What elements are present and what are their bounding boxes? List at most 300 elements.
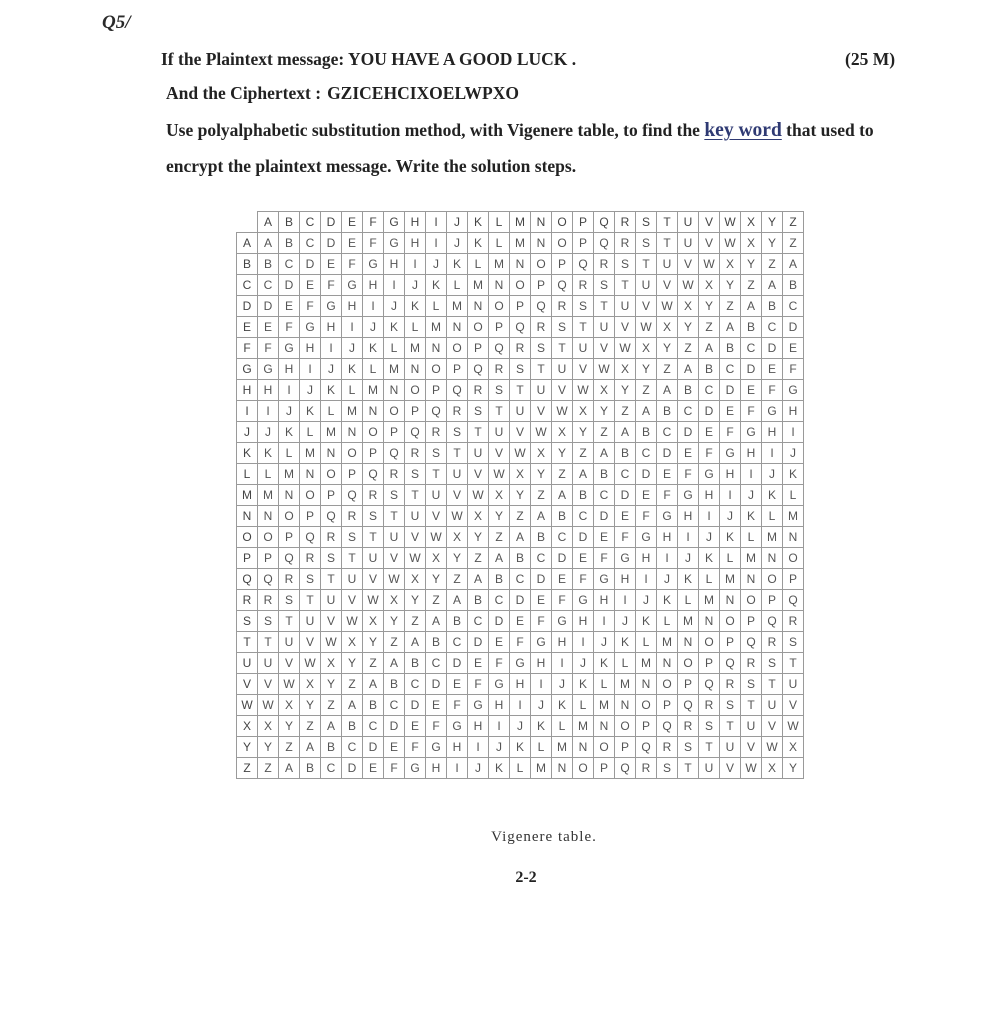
- table-cell: S: [552, 317, 573, 338]
- table-cell: H: [531, 653, 552, 674]
- table-cell: R: [468, 380, 489, 401]
- table-cell: I: [489, 716, 510, 737]
- table-cell: D: [762, 338, 783, 359]
- table-cell: I: [699, 506, 720, 527]
- table-cell: U: [447, 464, 468, 485]
- table-cell: K: [552, 695, 573, 716]
- column-header-l: L: [489, 212, 510, 233]
- table-cell: J: [405, 275, 426, 296]
- table-cell: A: [741, 296, 762, 317]
- table-cell: E: [468, 653, 489, 674]
- table-cell: V: [615, 317, 636, 338]
- table-cell: K: [363, 338, 384, 359]
- table-cell: J: [783, 443, 804, 464]
- table-cell: M: [468, 275, 489, 296]
- table-cell: N: [594, 716, 615, 737]
- column-header-f: F: [363, 212, 384, 233]
- table-cell: T: [300, 590, 321, 611]
- table-cell: O: [405, 380, 426, 401]
- table-cell: E: [258, 317, 279, 338]
- table-cell: A: [657, 380, 678, 401]
- table-row: [237, 527, 804, 548]
- table-cell: E: [384, 737, 405, 758]
- table-cell: B: [342, 716, 363, 737]
- table-cell: B: [300, 758, 321, 779]
- table-cell: I: [783, 422, 804, 443]
- table-cell: R: [279, 569, 300, 590]
- row-header-w: W: [237, 695, 258, 716]
- table-cell: N: [447, 317, 468, 338]
- marks-label: (25 M): [845, 49, 896, 69]
- table-cell: V: [699, 233, 720, 254]
- table-cell: L: [426, 296, 447, 317]
- table-cell: R: [783, 611, 804, 632]
- table-cell: Q: [489, 338, 510, 359]
- table-cell: F: [342, 254, 363, 275]
- table-cell: N: [405, 359, 426, 380]
- table-cell: P: [510, 296, 531, 317]
- table-cell: H: [699, 485, 720, 506]
- table-cell: W: [741, 758, 762, 779]
- column-header-w: W: [720, 212, 741, 233]
- table-cell: K: [783, 464, 804, 485]
- table-cell: S: [594, 275, 615, 296]
- table-cell: T: [342, 548, 363, 569]
- table-cell: O: [510, 275, 531, 296]
- table-cell: G: [384, 233, 405, 254]
- table-cell: G: [447, 716, 468, 737]
- table-cell: W: [468, 485, 489, 506]
- table-cell: N: [573, 737, 594, 758]
- table-row: [237, 233, 804, 254]
- table-cell: V: [342, 590, 363, 611]
- table-cell: O: [447, 338, 468, 359]
- table-cell: F: [468, 674, 489, 695]
- table-cell: J: [279, 401, 300, 422]
- table-cell: X: [300, 674, 321, 695]
- table-cell: Z: [657, 359, 678, 380]
- table-cell: K: [636, 611, 657, 632]
- table-cell: G: [510, 653, 531, 674]
- table-cell: Z: [783, 233, 804, 254]
- table-cell: V: [573, 359, 594, 380]
- table-cell: F: [279, 317, 300, 338]
- table-cell: V: [258, 674, 279, 695]
- column-header-j: J: [447, 212, 468, 233]
- table-cell: S: [615, 254, 636, 275]
- table-cell: O: [489, 296, 510, 317]
- table-cell: A: [636, 401, 657, 422]
- table-cell: N: [531, 233, 552, 254]
- table-cell: T: [636, 254, 657, 275]
- table-row: [237, 632, 804, 653]
- table-cell: O: [279, 506, 300, 527]
- table-cell: Y: [363, 632, 384, 653]
- table-cell: R: [258, 590, 279, 611]
- table-cell: R: [531, 317, 552, 338]
- table-cell: G: [468, 695, 489, 716]
- table-cell: Q: [279, 548, 300, 569]
- table-cell: W: [321, 632, 342, 653]
- table-cell: L: [279, 443, 300, 464]
- table-cell: Y: [741, 254, 762, 275]
- row-header-m: M: [237, 485, 258, 506]
- table-cell: P: [321, 485, 342, 506]
- table-cell: C: [699, 380, 720, 401]
- table-cell: E: [573, 548, 594, 569]
- table-cell: W: [363, 590, 384, 611]
- table-cell: F: [615, 527, 636, 548]
- row-header-t: T: [237, 632, 258, 653]
- row-header-x: X: [237, 716, 258, 737]
- table-cell: I: [741, 464, 762, 485]
- table-cell: G: [783, 380, 804, 401]
- table-cell: T: [447, 443, 468, 464]
- table-cell: A: [531, 506, 552, 527]
- table-cell: H: [783, 401, 804, 422]
- table-cell: E: [615, 506, 636, 527]
- table-cell: C: [678, 401, 699, 422]
- table-cell: Y: [615, 380, 636, 401]
- table-cell: A: [762, 275, 783, 296]
- table-cell: W: [720, 233, 741, 254]
- table-cell: U: [636, 275, 657, 296]
- table-cell: F: [258, 338, 279, 359]
- table-cell: F: [741, 401, 762, 422]
- table-cell: G: [531, 632, 552, 653]
- table-cell: P: [720, 632, 741, 653]
- table-cell: M: [573, 716, 594, 737]
- table-row: [237, 674, 804, 695]
- table-cell: A: [783, 254, 804, 275]
- table-cell: H: [342, 296, 363, 317]
- table-cell: X: [321, 653, 342, 674]
- table-cell: C: [552, 527, 573, 548]
- table-cell: Q: [510, 317, 531, 338]
- table-cell: O: [783, 548, 804, 569]
- table-row: [237, 464, 804, 485]
- table-cell: B: [657, 401, 678, 422]
- table-cell: X: [342, 632, 363, 653]
- table-caption: Vigenere table.: [491, 829, 597, 845]
- table-cell: V: [741, 737, 762, 758]
- table-cell: J: [699, 527, 720, 548]
- table-cell: S: [636, 233, 657, 254]
- table-cell: J: [510, 716, 531, 737]
- table-cell: Z: [384, 632, 405, 653]
- table-cell: V: [468, 464, 489, 485]
- table-cell: P: [384, 422, 405, 443]
- row-header-i: I: [237, 401, 258, 422]
- table-cell: O: [615, 716, 636, 737]
- table-cell: U: [720, 737, 741, 758]
- table-cell: A: [405, 632, 426, 653]
- table-row: [237, 653, 804, 674]
- table-cell: X: [531, 443, 552, 464]
- table-cell: B: [741, 317, 762, 338]
- table-cell: V: [657, 275, 678, 296]
- table-cell: B: [573, 485, 594, 506]
- table-cell: E: [678, 443, 699, 464]
- column-header-u: U: [678, 212, 699, 233]
- column-header-t: T: [657, 212, 678, 233]
- row-header-p: P: [237, 548, 258, 569]
- table-cell: J: [489, 737, 510, 758]
- table-cell: K: [741, 506, 762, 527]
- table-cell: K: [699, 548, 720, 569]
- table-cell: Q: [699, 674, 720, 695]
- table-cell: W: [762, 737, 783, 758]
- table-cell: E: [741, 380, 762, 401]
- table-cell: V: [447, 485, 468, 506]
- table-cell: X: [447, 527, 468, 548]
- table-cell: F: [783, 359, 804, 380]
- table-cell: U: [405, 506, 426, 527]
- table-cell: I: [363, 296, 384, 317]
- table-cell: W: [657, 296, 678, 317]
- table-cell: C: [405, 674, 426, 695]
- table-cell: A: [321, 716, 342, 737]
- table-cell: Y: [720, 275, 741, 296]
- table-cell: X: [489, 485, 510, 506]
- table-cell: W: [531, 422, 552, 443]
- table-cell: B: [678, 380, 699, 401]
- table-cell: Y: [279, 716, 300, 737]
- table-cell: U: [258, 653, 279, 674]
- table-cell: Q: [573, 254, 594, 275]
- table-cell: G: [363, 254, 384, 275]
- table-cell: Y: [510, 485, 531, 506]
- table-cell: S: [531, 338, 552, 359]
- table-cell: U: [384, 527, 405, 548]
- table-cell: Y: [783, 758, 804, 779]
- instruction-line-2: encrypt the plaintext message. Write the solution steps.: [166, 156, 577, 176]
- table-cell: Z: [636, 380, 657, 401]
- table-cell: Q: [783, 590, 804, 611]
- table-cell: A: [384, 653, 405, 674]
- table-cell: I: [594, 611, 615, 632]
- table-cell: J: [321, 359, 342, 380]
- table-cell: Z: [552, 464, 573, 485]
- table-header-row: [237, 212, 804, 233]
- table-cell: V: [531, 401, 552, 422]
- table-cell: B: [510, 548, 531, 569]
- table-cell: P: [447, 359, 468, 380]
- table-cell: W: [510, 443, 531, 464]
- table-cell: I: [447, 758, 468, 779]
- table-cell: Z: [741, 275, 762, 296]
- table-cell: E: [363, 758, 384, 779]
- instruction-text-start: Use polyalphabetic substitution method, with Vigenere table, to find the: [166, 120, 700, 140]
- table-cell: U: [573, 338, 594, 359]
- table-cell: I: [279, 380, 300, 401]
- table-cell: A: [552, 485, 573, 506]
- table-cell: O: [720, 611, 741, 632]
- table-cell: D: [636, 464, 657, 485]
- table-cell: G: [657, 506, 678, 527]
- table-cell: T: [783, 653, 804, 674]
- table-cell: N: [426, 338, 447, 359]
- table-cell: L: [552, 716, 573, 737]
- row-header-e: E: [237, 317, 258, 338]
- table-cell: R: [615, 233, 636, 254]
- table-cell: A: [300, 737, 321, 758]
- table-row: [237, 695, 804, 716]
- table-cell: D: [447, 653, 468, 674]
- table-cell: I: [720, 485, 741, 506]
- table-cell: R: [573, 275, 594, 296]
- table-cell: B: [762, 296, 783, 317]
- table-cell: V: [384, 548, 405, 569]
- row-header-g: G: [237, 359, 258, 380]
- instruction-line: [166, 120, 874, 142]
- table-cell: G: [342, 275, 363, 296]
- table-row: [237, 590, 804, 611]
- table-cell: K: [279, 422, 300, 443]
- table-cell: T: [762, 674, 783, 695]
- row-header-a: A: [237, 233, 258, 254]
- table-cell: T: [405, 485, 426, 506]
- table-cell: A: [342, 695, 363, 716]
- instruction-text-end: that used to: [786, 120, 874, 140]
- table-cell: S: [258, 611, 279, 632]
- table-cell: D: [426, 674, 447, 695]
- table-cell: H: [573, 611, 594, 632]
- table-cell: Y: [426, 569, 447, 590]
- table-cell: F: [384, 758, 405, 779]
- table-cell: Q: [384, 443, 405, 464]
- table-cell: Z: [720, 296, 741, 317]
- table-row: [237, 443, 804, 464]
- table-cell: T: [426, 464, 447, 485]
- table-cell: E: [321, 254, 342, 275]
- table-cell: C: [783, 296, 804, 317]
- table-cell: H: [489, 695, 510, 716]
- table-cell: K: [405, 296, 426, 317]
- table-cell: X: [468, 506, 489, 527]
- table-cell: P: [783, 569, 804, 590]
- table-cell: R: [447, 401, 468, 422]
- table-cell: N: [468, 296, 489, 317]
- table-cell: J: [258, 422, 279, 443]
- table-cell: M: [762, 527, 783, 548]
- table-cell: L: [594, 674, 615, 695]
- table-cell: A: [468, 569, 489, 590]
- table-cell: D: [552, 548, 573, 569]
- table-cell: I: [531, 674, 552, 695]
- table-cell: G: [573, 590, 594, 611]
- column-header-r: R: [615, 212, 636, 233]
- column-header-k: K: [468, 212, 489, 233]
- table-cell: Q: [300, 527, 321, 548]
- table-cell: Z: [342, 674, 363, 695]
- table-cell: S: [384, 485, 405, 506]
- table-cell: N: [783, 527, 804, 548]
- table-cell: X: [594, 380, 615, 401]
- table-cell: X: [405, 569, 426, 590]
- table-cell: K: [321, 380, 342, 401]
- table-cell: E: [720, 401, 741, 422]
- table-cell: L: [405, 317, 426, 338]
- table-cell: M: [300, 443, 321, 464]
- table-cell: Y: [636, 359, 657, 380]
- row-header-r: R: [237, 590, 258, 611]
- table-cell: D: [279, 275, 300, 296]
- table-cell: P: [762, 590, 783, 611]
- table-cell: R: [384, 464, 405, 485]
- table-cell: C: [510, 569, 531, 590]
- table-cell: E: [489, 632, 510, 653]
- table-cell: H: [762, 422, 783, 443]
- table-cell: G: [762, 401, 783, 422]
- table-cell: N: [258, 506, 279, 527]
- table-cell: S: [321, 548, 342, 569]
- table-cell: H: [258, 380, 279, 401]
- table-cell: H: [405, 233, 426, 254]
- table-cell: T: [573, 317, 594, 338]
- table-cell: M: [405, 338, 426, 359]
- table-row: [237, 569, 804, 590]
- table-cell: P: [678, 674, 699, 695]
- table-row: [237, 380, 804, 401]
- table-cell: X: [657, 317, 678, 338]
- table-cell: L: [720, 548, 741, 569]
- table-cell: C: [762, 317, 783, 338]
- table-cell: S: [426, 443, 447, 464]
- table-cell: G: [741, 422, 762, 443]
- table-cell: I: [552, 653, 573, 674]
- table-row: [237, 401, 804, 422]
- table-cell: P: [741, 611, 762, 632]
- table-cell: E: [762, 359, 783, 380]
- table-cell: C: [447, 632, 468, 653]
- table-cell: Q: [720, 653, 741, 674]
- table-cell: S: [783, 632, 804, 653]
- table-cell: S: [279, 590, 300, 611]
- table-cell: A: [447, 590, 468, 611]
- table-row: [237, 338, 804, 359]
- table-cell: V: [594, 338, 615, 359]
- table-cell: Q: [552, 275, 573, 296]
- table-cell: N: [678, 632, 699, 653]
- table-cell: V: [510, 422, 531, 443]
- table-cell: G: [258, 359, 279, 380]
- table-cell: Y: [447, 548, 468, 569]
- row-header-l: L: [237, 464, 258, 485]
- ciphertext-line: [166, 83, 519, 104]
- row-header-o: O: [237, 527, 258, 548]
- table-cell: V: [489, 443, 510, 464]
- table-cell: T: [489, 401, 510, 422]
- table-cell: M: [531, 758, 552, 779]
- table-cell: W: [636, 317, 657, 338]
- table-cell: O: [321, 464, 342, 485]
- table-cell: E: [279, 296, 300, 317]
- table-cell: A: [489, 548, 510, 569]
- table-cell: I: [468, 737, 489, 758]
- table-cell: H: [720, 464, 741, 485]
- table-cell: Z: [678, 338, 699, 359]
- table-cell: X: [615, 359, 636, 380]
- table-cell: U: [426, 485, 447, 506]
- table-cell: A: [615, 422, 636, 443]
- table-cell: I: [510, 695, 531, 716]
- table-cell: N: [552, 758, 573, 779]
- table-cell: Z: [489, 527, 510, 548]
- table-cell: Q: [342, 485, 363, 506]
- table-cell: F: [699, 443, 720, 464]
- table-cell: L: [468, 254, 489, 275]
